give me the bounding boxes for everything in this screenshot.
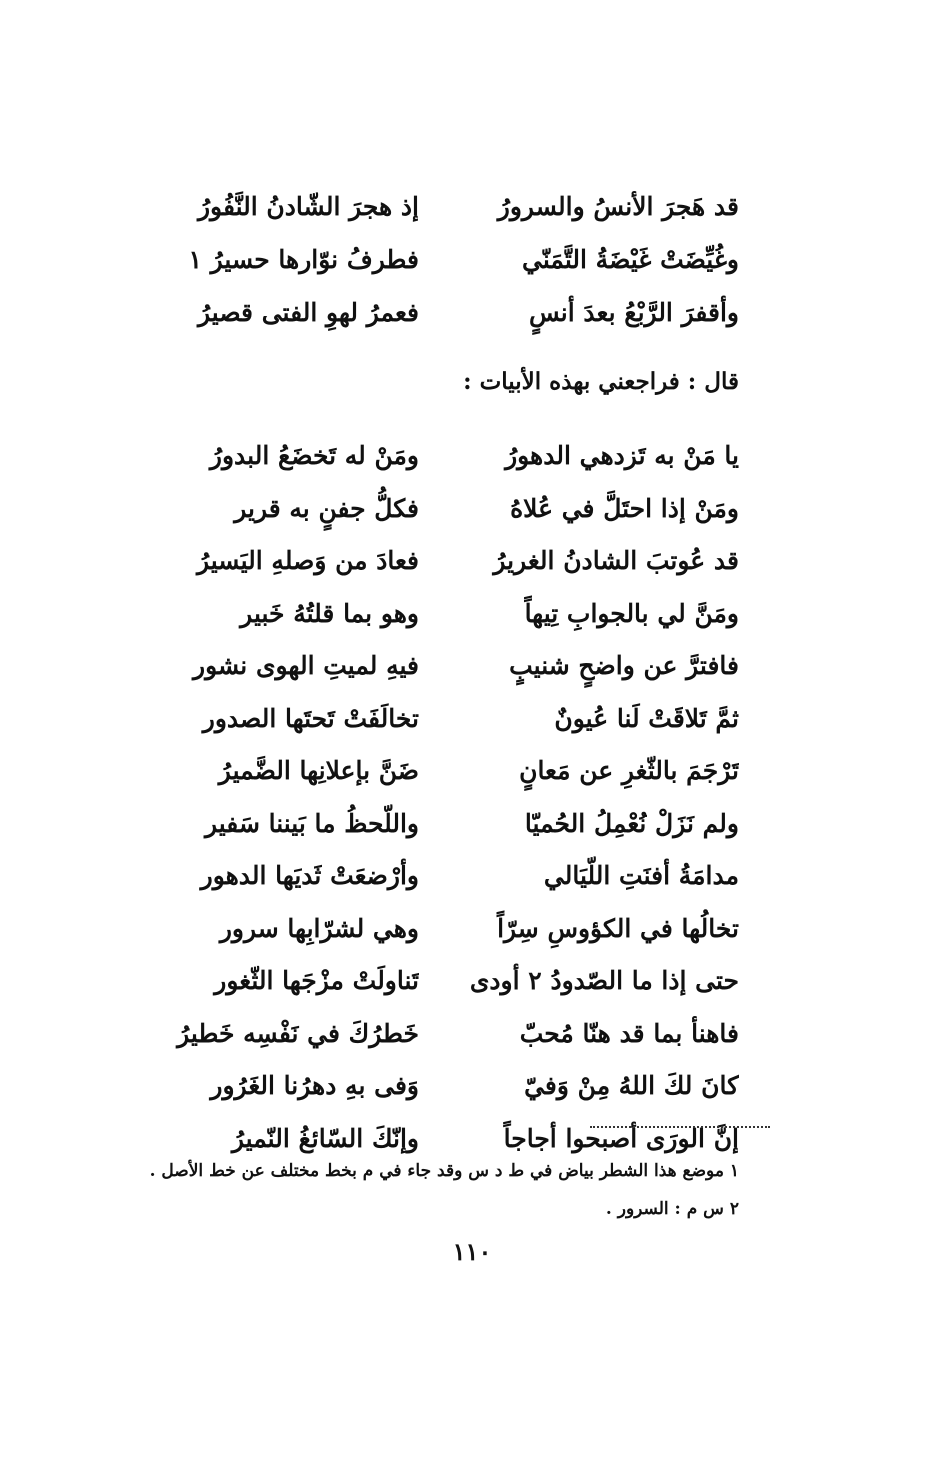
verse-line — [139, 286, 739, 339]
verse-line — [139, 588, 739, 641]
verse-second-hemistich: تَناولَتْ مزْجَها الثّغور — [214, 966, 419, 995]
verse-first-hemistich: يا مَنْ به تَزدهي الدهورُ — [505, 441, 739, 470]
verse-line — [139, 955, 739, 1008]
verse-first-hemistich: ومَنْ إذا احتَلَّ في عُلاهُ — [510, 493, 739, 523]
verse-second-hemistich: وهي لشرّابِها سرور — [219, 913, 419, 943]
verse-second-hemistich: فعمرُ لهوِ الفتى قصيرُ — [198, 298, 419, 327]
verse-line — [139, 535, 739, 588]
verse-first-hemistich: تَرْجَمَ بالثّغرِ عن مَعانٍ — [519, 756, 739, 785]
verse-first-hemistich: فاهنأ بما قد هنّا مُحبّ — [519, 1018, 739, 1048]
verse-line — [139, 1060, 739, 1113]
verse-first-hemistich: كانَ لكَ اللهُ مِنْ وَفيّ — [524, 1071, 739, 1100]
verse-second-hemistich: ضَنَّ بإعلانِها الضَّميرُ — [218, 756, 419, 785]
verse-line — [139, 850, 739, 903]
verse-first-hemistich: قد هَجرَ الأنسُ والسرورُ — [497, 192, 739, 221]
verse-second-hemistich: وأرْضعَتْ ثَديَها الدهور — [200, 861, 419, 890]
verse-second-hemistich: وَفى بهِ دهرُنا الغَرُور — [210, 1071, 419, 1100]
verse-first-hemistich: إنَّ الورَى أصبحوا أجاجاً — [503, 1123, 739, 1153]
verse-first-hemistich: ثمَّ تَلاقَتْ لَنا عُيونٌ — [554, 703, 739, 733]
verse-second-hemistich: خَطرُكَ في نَفْسِه خَطيرُ — [177, 1018, 419, 1048]
verse-second-hemistich: تخالَفَتْ تَحتَها الصدور — [202, 703, 419, 733]
verse-line — [139, 233, 739, 286]
verse-line — [139, 745, 739, 798]
footnote: ١ موضع هذا الشطر بياض في ط د س وقد جاء في م بخط مختلف عن خط الأصل . — [149, 1161, 739, 1181]
verse-first-hemistich: وغُيِّضَتْ غَيْضَةُ التَّمَنّي — [522, 245, 739, 274]
verse-line — [139, 693, 739, 746]
verse-first-hemistich: ومَنَّ لي بالجوابِ تِيهاً — [524, 598, 739, 628]
page-number: ١١٠ — [452, 1237, 492, 1266]
verse-line — [139, 798, 739, 851]
verse-line — [139, 483, 739, 536]
verse-second-hemistich: ومَنْ له تَخضَعُ البدورُ — [209, 441, 419, 470]
verse-second-hemistich: إذ هجرَ الشّادنُ النَّفُورُ — [197, 192, 419, 221]
verse-second-hemistich: واللّحظُ ما بَيننا سَفير — [204, 808, 419, 838]
verse-first-hemistich: تخالُها في الكؤوسِ سِرّاً — [497, 913, 739, 943]
verse-second-hemistich: وهو بما قلتُهُ خَبير — [240, 598, 419, 628]
footnote: ٢ س م : السرور . — [605, 1199, 739, 1219]
footnote-separator — [590, 1126, 770, 1128]
verse-first-hemistich: قد عُوتبَ الشادنُ الغريرُ — [493, 546, 739, 575]
verse-line — [139, 1008, 739, 1061]
verse-first-hemistich: ولم نَزَلْ نُعْمِلُ الحُميّا — [524, 808, 739, 838]
verse-second-hemistich: وإنّكَ السّائغُ النّميرُ — [231, 1123, 419, 1153]
verse-second-hemistich: فيهِ لميتِ الهوى نشور — [193, 651, 419, 680]
verse-second-hemistich: فطرفُ نوّارها حسيرُ ١ — [188, 245, 419, 274]
verse-line — [139, 430, 739, 483]
verse-line — [139, 640, 739, 693]
verse-second-hemistich: فعادَ من وَصلهِ اليَسيرُ — [196, 546, 419, 575]
poem-block-second — [139, 430, 739, 1165]
poem-block-first — [139, 180, 739, 339]
footnotes — [139, 1152, 739, 1228]
verse-first-hemistich: حتى إذا ما الصّدودُ ٢ أودى — [469, 966, 739, 995]
verse-first-hemistich: مدامَةُ أفنَتِ اللّيَالي — [543, 861, 739, 890]
verse-line — [139, 903, 739, 956]
verse-first-hemistich: فافترَّ عن واضحٍ شنيبٍ — [509, 651, 739, 680]
verse-second-hemistich: فكلُّ جفنٍ به قرير — [234, 493, 419, 523]
verse-line — [139, 180, 739, 233]
intro-line: قال : فراجعني بهذه الأبيات : — [463, 368, 739, 395]
verse-first-hemistich: وأقفرَ الرَّبْعُ بعدَ أنسٍ — [528, 298, 739, 327]
